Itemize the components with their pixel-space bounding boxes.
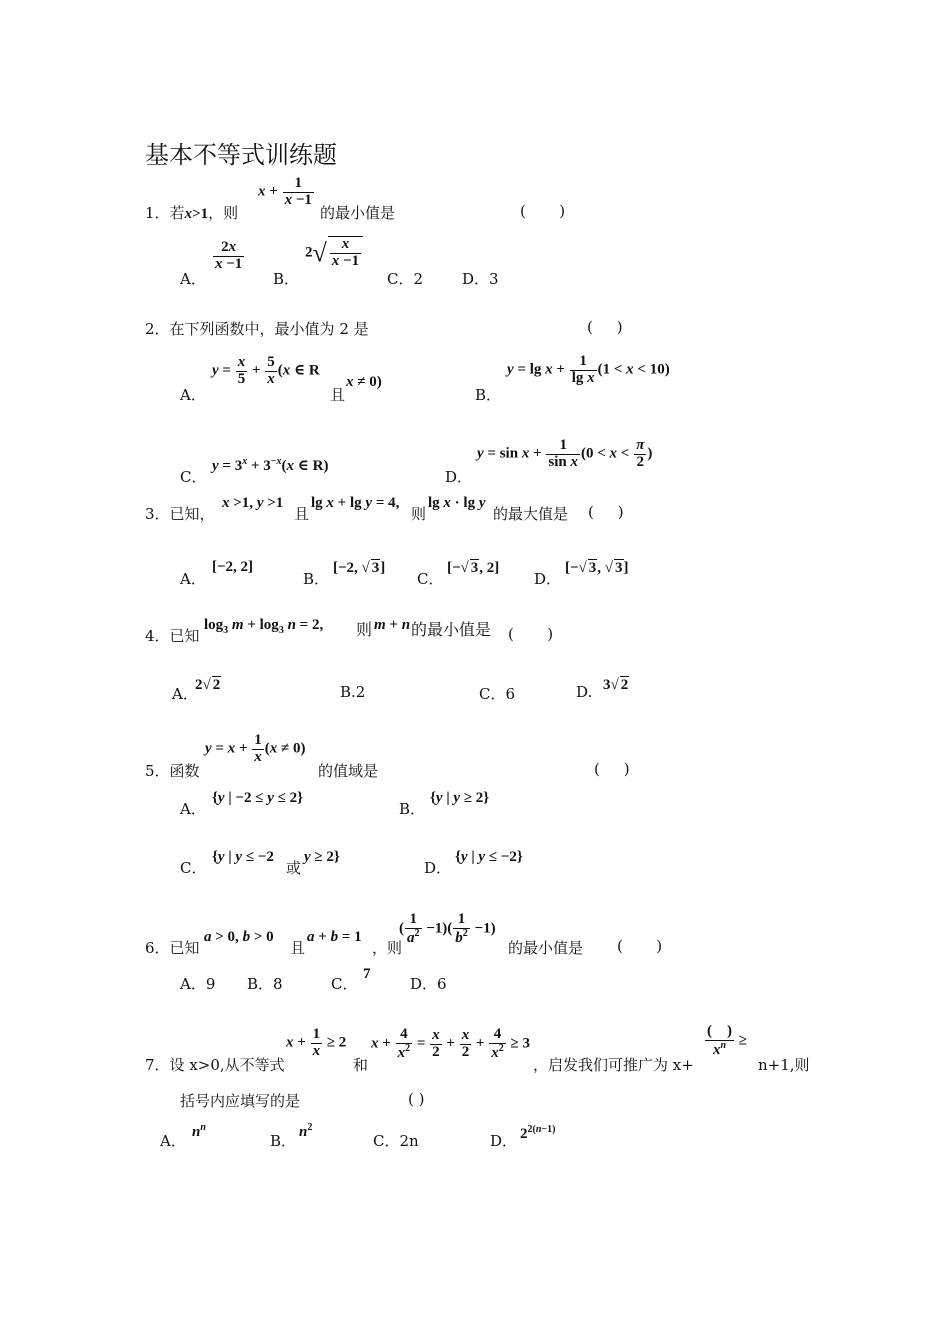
q4-option-d-label: D. — [576, 683, 593, 701]
q7-pre: 设 x>0,从不等式 — [169, 1056, 285, 1074]
question-1-line — [145, 202, 238, 223]
q1-option-b-label: B． — [273, 270, 300, 288]
question-7-line — [145, 1054, 285, 1075]
q7-generalized-formula: $\frac{( )}{x^n}$ ≥ — [707, 1023, 747, 1058]
q2-option-d-label: D． — [445, 468, 473, 486]
q2-option-a-formula: y = $\frac{x}{5}$ + $\frac{5}{x}$ (x ∈ R — [212, 354, 320, 387]
question-2-line — [145, 318, 369, 339]
q2-option-c-label: C． — [180, 468, 207, 486]
q4-option-b: B.2 — [340, 683, 366, 701]
question-6-line — [145, 937, 200, 958]
q5-option-d-label: D． — [424, 859, 452, 877]
q2-option-b-label: B． — [475, 386, 502, 404]
q6-option-b: B．8 — [247, 975, 283, 993]
q6-option-c-formula: 7 — [363, 966, 371, 982]
q2-number: 2． — [145, 320, 170, 338]
q7-post-text: n+1,则 — [758, 1056, 810, 1074]
q7-mid-text: ，启发我们可推广为 x+ — [533, 1056, 694, 1074]
q7-option-d-formula: $2^{2(n-1)}$ — [520, 1124, 556, 1142]
q3-target-formula: lg x · lg y — [428, 495, 486, 511]
question-3-line — [145, 503, 215, 524]
q2-option-a-and: 且 — [330, 386, 346, 404]
q3-option-d-formula: [−√ 3, √ 3] — [565, 560, 629, 576]
q3-option-c-label: C． — [417, 570, 444, 588]
q3-option-d-label: D． — [534, 570, 562, 588]
q3-option-a-formula: [−2, 2] — [212, 559, 254, 575]
q3-option-c-formula: [−√ 3, 2] — [447, 560, 500, 576]
q5-function-formula: y = x + $\frac{1}{x}$ (x ≠ 0) — [205, 732, 306, 765]
q2-option-a-label: A． — [180, 386, 206, 404]
q4-target-formula: m + n — [374, 617, 411, 633]
q7-option-c: C．2n — [373, 1132, 419, 1150]
q3-option-a-label: A． — [180, 570, 206, 588]
q6-cond-formula: a > 0, b > 0 — [204, 929, 274, 945]
q4-pre: 已知 — [169, 627, 200, 645]
q7-ineq1-formula: x + $\frac{1}{x}$ ≥ 2 — [286, 1026, 347, 1059]
q5-option-c-or: 或 — [286, 859, 302, 877]
q1-option-a-label: A． — [180, 270, 206, 288]
q5-option-a-label: A． — [180, 800, 206, 818]
q5-pre: 函数 — [169, 762, 200, 780]
q7-answer-paren: ( ) — [408, 1090, 425, 1108]
q2-option-a-cond: x ≠ 0) — [346, 374, 382, 390]
q3-option-b-formula: [−2, √ 3] — [333, 560, 386, 576]
q7-and: 和 — [353, 1056, 369, 1074]
q7-option-a-label: A． — [160, 1132, 186, 1150]
q5-suffix: 的值域是 — [318, 762, 379, 780]
q6-cond2-formula: a + b = 1 — [307, 929, 362, 945]
q3-cond-formula: x >1, y >1 — [222, 495, 284, 511]
q3-option-b-label: B． — [303, 570, 330, 588]
q5-option-c-formula-2: y ≥ 2} — [304, 849, 340, 865]
q3-then: 则 — [411, 505, 427, 523]
q5-answer-paren: ( ) — [594, 760, 630, 778]
q5-option-b-label: B． — [399, 800, 426, 818]
q5-option-b-formula: {y | y ≥ 2} — [430, 790, 490, 806]
q6-option-a: A．9 — [180, 975, 216, 993]
q3-pre: 已知， — [169, 505, 215, 523]
q4-option-d-formula: 3√ 2 — [603, 677, 629, 693]
q7-option-d-label: D． — [490, 1132, 518, 1150]
q7-option-a-formula: $n^n$ — [192, 1122, 206, 1140]
q4-answer-paren: ( ) — [508, 625, 554, 643]
q1-pre: 若 — [169, 204, 185, 222]
q4-option-c: C．6 — [479, 685, 516, 703]
q5-option-c-label: C． — [180, 859, 207, 877]
page-title: 基本不等式训练题 — [145, 141, 337, 169]
q3-number: 3． — [145, 505, 170, 523]
q2-text: 在下列函数中，最小值为 2 是 — [169, 320, 369, 338]
q6-target-formula: ( $\frac{1}{a^2}$ −1)( $\frac{1}{b^2}$ −1) — [399, 911, 496, 946]
q6-answer-paren: ( ) — [617, 937, 663, 955]
q5-number: 5． — [145, 762, 170, 780]
q5-option-c-formula: {y | y ≤ −2 — [212, 849, 274, 865]
q1-option-a-formula: $\frac{2x}{x -1}$ — [215, 239, 243, 272]
q3-cond2-formula: lg x + lg y = 4, — [311, 495, 400, 511]
q2-option-d-formula: y = sin x + $\frac{1}{\text{sin x}}$ (0 < x < $\frac{\pi}{2}$ ) — [477, 437, 653, 470]
q1-cond-formula: x>1 — [184, 206, 209, 222]
q6-then: ，则 — [372, 939, 403, 957]
q1-then: ，则 — [208, 204, 239, 222]
q4-suffix: 的最小值是 — [411, 620, 492, 639]
q4-number: 4． — [145, 627, 170, 645]
q6-and: 且 — [290, 939, 306, 957]
q2-option-b-formula: y = lg x + $\frac{1}{\text{lg x}}$ (1 < x < 10) — [507, 353, 670, 386]
q7-ineq2-formula: x + $\frac{4}{x^2}$ = $\frac{x}{2}$ + $\frac{x}{2}$ + $\frac{4}{x^2}$ ≥ 3 — [371, 1026, 530, 1061]
question-4-line — [145, 625, 200, 646]
q1-option-b-formula: 2√ $\frac{x}{x -1}$ — [305, 236, 363, 270]
q3-answer-paren: ( ) — [588, 503, 624, 521]
q7-option-b-label: B． — [270, 1132, 297, 1150]
q1-option-d: D．3 — [462, 270, 499, 288]
q2-answer-paren: ( ) — [587, 318, 623, 336]
question-5-line — [145, 760, 200, 781]
q5-option-d-formula: {y | y ≤ −2} — [455, 849, 523, 865]
q6-option-d: D．6 — [410, 975, 447, 993]
q1-answer-paren: ( ) — [520, 202, 566, 220]
q6-option-c-label: C． — [331, 975, 358, 993]
q7-number: 7． — [145, 1056, 170, 1074]
q1-option-c: C．2 — [387, 270, 424, 288]
q3-suffix: 的最大值是 — [493, 505, 569, 523]
q4-cond-formula: $\log_3 m + \log_3 n = 2$, — [204, 617, 324, 636]
q6-pre: 已知 — [169, 939, 200, 957]
q4-option-a-formula: 2√ 2 — [195, 677, 221, 693]
q7-line2: 括号内应填写的是 — [180, 1092, 301, 1110]
q5-option-a-formula: {y | −2 ≤ y ≤ 2} — [212, 790, 304, 806]
q6-number: 6． — [145, 939, 170, 957]
q2-option-c-formula: $y = 3^x + 3^{-x}(x$ ∈ R) — [212, 456, 329, 474]
q1-number: 1． — [145, 204, 170, 222]
q4-option-a-label: A． — [172, 685, 198, 703]
q1-suffix: 的最小值是 — [320, 204, 396, 222]
q7-option-b-formula: $n^2$ — [299, 1122, 313, 1140]
q6-suffix: 的最小值是 — [508, 939, 584, 957]
q1-expression-formula: x + $\frac{1}{x -1}$ — [258, 175, 312, 208]
q4-then: 则 — [356, 620, 373, 639]
q3-and: 且 — [294, 505, 310, 523]
